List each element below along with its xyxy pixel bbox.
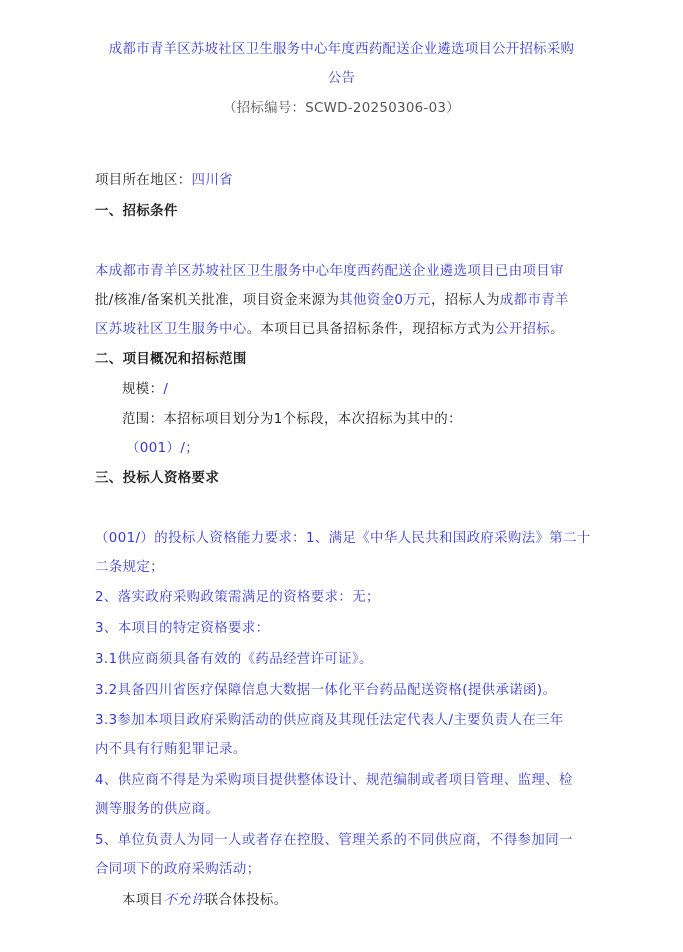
page-title-continued: 公告 (327, 71, 356, 86)
scale-value: / (163, 382, 169, 397)
requirement-3: 3、本项目的特定资格要求： (95, 621, 270, 636)
conditions-line-2 (95, 286, 630, 315)
conditions-text: 。本项目已具备招标条件，现招标方式为 (246, 322, 495, 337)
requirement-4-line-2: 测等服务的供应商。 (95, 802, 220, 817)
project-region (95, 166, 630, 195)
lot-line: （001）/； (126, 441, 200, 456)
section-heading-overview: 二、项目概况和招标范围 (95, 352, 247, 367)
conditions-text: ，招标人为 (430, 293, 500, 308)
tender-number: （招标编号：SCWD-20250306-03） (223, 101, 460, 116)
consortium-pre: 本项目 (122, 893, 164, 908)
requirement-5-line-1: 5、单位负责人为同一人或者存在控股、管理关系的不同供应商，不得参加同一 (95, 833, 573, 848)
consortium-post: 联合体投标。 (204, 893, 288, 908)
region-label: 项目所在地区： (95, 173, 192, 188)
requirement-1-line-1: （001/）的投标人资格能力要求：1、满足《中华人民共和国政府采购法》第二十 (95, 531, 591, 546)
tenderer-name-cont: 区苏坡社区卫生服务中心 (95, 322, 247, 337)
requirement-3-1: 3.1供应商须具备有效的《药品经营许可证》。 (95, 652, 373, 667)
section-heading-tender-conditions: 一、招标条件 (95, 204, 178, 219)
conditions-text: 。 (550, 322, 564, 337)
requirement-3-2: 3.2具备四川省医疗保障信息大数据一体化平台药品配送资格(提供承诺函)。 (95, 683, 557, 698)
requirement-2: 2、落实政府采购政策需满足的资格要求：无； (95, 590, 380, 605)
consortium-line (122, 886, 657, 915)
conditions-text: 批/核准/备案机关批准，项目资金来源为 (95, 293, 340, 308)
conditions-line-3 (95, 315, 630, 344)
conditions-line-1: 本成都市青羊区苏坡社区卫生服务中心年度西药配送企业遴选项目已由项目审 (95, 264, 564, 279)
tender-method: 公开招标 (494, 322, 551, 337)
requirement-1-line-2: 二条规定； (95, 560, 164, 575)
section-heading-qualification: 三、投标人资格要求 (95, 471, 220, 486)
tenderer-name: 成都市青羊 (499, 293, 569, 308)
requirement-3-3-line-1: 3.3参加本项目政府采购活动的供应商及其现任法定代表人/主要负责人在三年 (95, 713, 564, 728)
consortium-value: 不允许 (163, 893, 205, 908)
scale-label: 规模： (122, 382, 164, 397)
requirement-3-3-line-2: 内不具有行贿犯罪记录。 (95, 742, 247, 757)
region-value: 四川省 (191, 173, 233, 188)
range-line: 范围：本招标项目划分为1个标段，本次招标为其中的： (122, 412, 462, 427)
requirement-4-line-1: 4、供应商不得是为采购项目提供整体设计、规范编制或者项目管理、监理、检 (95, 773, 573, 788)
requirement-5-line-2: 合同项下的政府采购活动； (95, 862, 261, 877)
page-title: 成都市青羊区苏坡社区卫生服务中心年度西药配送企业遴选项目公开招标采购 (108, 42, 575, 57)
scale-line (122, 375, 657, 404)
fund-source: 其他资金0万元 (339, 293, 431, 308)
